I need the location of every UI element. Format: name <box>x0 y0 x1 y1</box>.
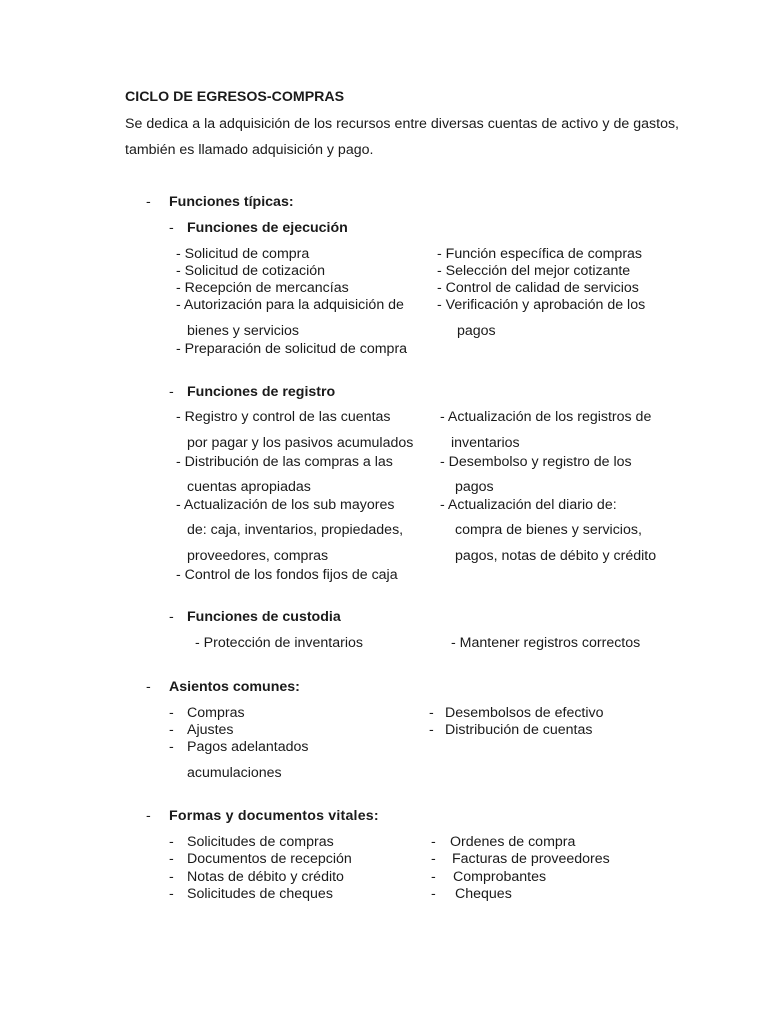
bullet-dash: - <box>169 739 174 755</box>
bullet-dash: - <box>169 220 174 236</box>
list-item: - Mantener registros correctos <box>451 635 641 651</box>
list-item-continuation: acumulaciones <box>187 765 282 781</box>
list-item: - Registro y control de las cuentas <box>176 409 391 425</box>
bullet-dash: - <box>169 886 174 902</box>
list-item: Solicitudes de compras <box>187 834 334 850</box>
bullet-dash: - <box>429 705 434 721</box>
bullet-dash: - <box>169 384 174 400</box>
list-item: - Verificación y aprobación de los <box>437 297 646 313</box>
bullet-dash: - <box>169 609 174 625</box>
list-item-continuation: proveedores, compras <box>187 548 329 564</box>
subheading-registro: Funciones de registro <box>187 384 336 400</box>
bullet-dash: - <box>169 834 174 850</box>
list-item: - Función específica de compras <box>437 246 643 262</box>
list-item: - Solicitud de compra <box>176 246 310 262</box>
list-item-continuation: de: caja, inventarios, propiedades, <box>187 522 404 538</box>
list-item: Pagos adelantados <box>187 739 309 755</box>
list-item: - Recepción de mercancías <box>176 280 349 296</box>
list-item: Facturas de proveedores <box>452 851 610 867</box>
list-item-continuation: inventarios <box>451 435 520 451</box>
list-item: - Distribución de las compras a las <box>176 454 393 470</box>
bullet-dash: - <box>431 851 436 867</box>
list-item-continuation: cuentas apropiadas <box>187 479 311 495</box>
list-item: - Preparación de solicitud de compra <box>176 341 408 357</box>
bullet-dash: - <box>431 869 436 885</box>
document-title: CICLO DE EGRESOS-COMPRAS <box>125 89 345 105</box>
bullet-dash: - <box>169 869 174 885</box>
subheading-ejecucion: Funciones de ejecución <box>187 220 348 236</box>
list-item: - Actualización del diario de: <box>440 497 617 513</box>
list-item: Solicitudes de cheques <box>187 886 333 902</box>
list-item: Notas de débito y crédito <box>187 869 344 885</box>
list-item-continuation: pagos <box>455 479 494 495</box>
bullet-dash: - <box>431 834 436 850</box>
bullet-dash: - <box>429 722 434 738</box>
list-item: - Protección de inventarios <box>195 635 363 651</box>
list-item: Distribución de cuentas <box>445 722 593 738</box>
list-item: Desembolsos de efectivo <box>445 705 604 721</box>
list-item: - Selección del mejor cotizante <box>437 263 631 279</box>
list-item: - Desembolso y registro de los <box>440 454 632 470</box>
intro-paragraph: Se dedica a la adquisición de los recursos entre diversas cuentas de activo y de gastos, también es llamado adquisición y pago. <box>125 116 679 158</box>
list-item: Ordenes de compra <box>450 834 576 850</box>
bullet-dash: - <box>431 886 436 902</box>
list-item: Compras <box>187 705 245 721</box>
list-item: - Control de calidad de servicios <box>437 280 639 296</box>
list-item: Comprobantes <box>453 869 547 885</box>
list-item: Documentos de recepción <box>187 851 352 867</box>
list-item: - Solicitud de cotización <box>176 263 326 279</box>
list-item-continuation: bienes y servicios <box>187 323 299 339</box>
list-item: - Control de los fondos fijos de caja <box>176 567 398 583</box>
bullet-dash: - <box>169 722 174 738</box>
bullet-dash: - <box>146 808 151 824</box>
list-item: Ajustes <box>187 722 234 738</box>
list-item-justified <box>176 297 429 313</box>
section-heading-formas: Formas y documentos vitales: <box>169 808 379 824</box>
list-item: - Actualización de los sub mayores <box>176 497 395 513</box>
list-item-continuation: pagos <box>457 323 496 339</box>
list-item: Cheques <box>455 886 512 902</box>
list-item-continuation: pagos, notas de débito y crédito <box>455 548 657 564</box>
bullet-dash: - <box>146 194 151 210</box>
section-heading-funciones-tipicas: Funciones típicas: <box>169 194 294 210</box>
section-heading-asientos: Asientos comunes: <box>169 679 300 695</box>
list-item: - Actualización de los registros de <box>440 409 652 425</box>
list-item: - Autorización para la adquisición de <box>176 297 404 313</box>
bullet-dash: - <box>146 679 151 695</box>
subheading-custodia: Funciones de custodia <box>187 609 341 625</box>
bullet-dash: - <box>169 851 174 867</box>
bullet-dash: - <box>169 705 174 721</box>
list-item-continuation: por pagar y los pasivos acumulados <box>187 435 414 451</box>
list-item-continuation: compra de bienes y servicios, <box>455 522 642 538</box>
